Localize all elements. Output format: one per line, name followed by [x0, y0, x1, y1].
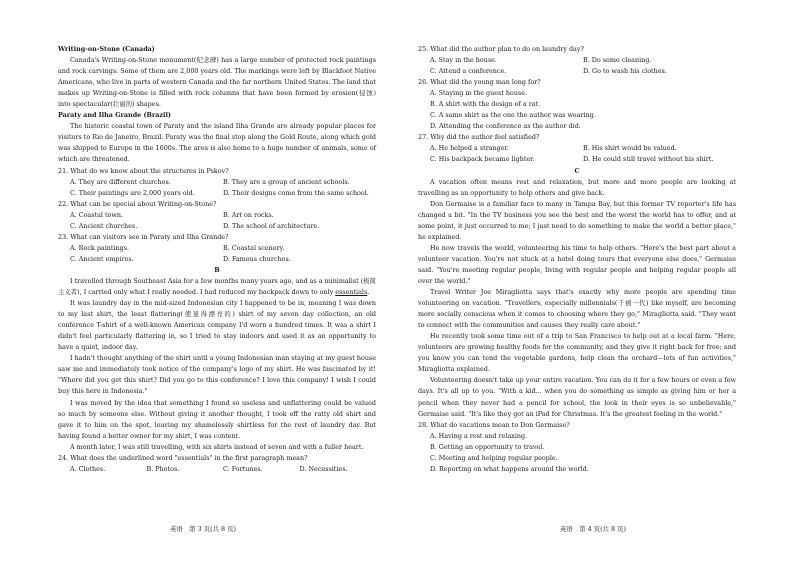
- option: B. Art on rocks.: [223, 210, 274, 219]
- paragraph-text: I travelled through Southeast Asia for a few months many years ago, and as a minimalist (极简主义者), I carried only what I really needed. I had reduced my backpack down to only: [58, 276, 376, 297]
- paragraph: [58, 276, 376, 298]
- paragraph: Volunteering doesn't take up your entire vacation. You can do it for a few hours or even a few days. It's all up to you. "With a kid... when you do something as simple as giving him or her a pencil when they never had a pencil for school, the look in their eyes is so unbelievable," Germaise said. "It's like they got an iPad for Christmas. It's the greatest feeling in the world.": [418, 376, 736, 418]
- section-c-heading: C: [574, 166, 580, 175]
- paragraph: He recently took some time out of a trip to San Francisco to help out at a local farm. "Here, volunteers are growing healthy foods for the community, and they give it right back for free; and you know you can tend the vegetable gardens, help clean the orchard—lots of fun activities," Miragliotta explained.: [418, 332, 736, 374]
- option: A. They are different churches.: [70, 177, 171, 186]
- underlined-word: essentials: [335, 288, 368, 297]
- option: C. A same shirt as the one the author was wearing.: [430, 111, 596, 120]
- option: C. Fortunes.: [223, 464, 263, 473]
- option: A. Having a rest and relaxing.: [430, 431, 528, 440]
- option: D. Attending the conference as the author did.: [430, 122, 581, 131]
- option: A. Rock paintings.: [70, 243, 130, 252]
- paragraph: A month later, I was still travelling, with six shirts instead of seven and with a fuller heart.: [70, 442, 364, 451]
- option: A. Clothes.: [70, 464, 106, 473]
- heading-writing-on-stone: Writing-on-Stone (Canada): [58, 45, 155, 53]
- option: C. Their paintings are 2,000 years old.: [70, 188, 195, 197]
- option: D. Their designs come from the same school.: [223, 188, 369, 197]
- option: B. Photos.: [146, 464, 180, 473]
- option: B. Coastal scenery.: [223, 243, 285, 252]
- option: C. Ancient churches.: [70, 221, 138, 230]
- paragraph: The historic coastal town of Paraty and the island Ilha Grande are already popular places for visitors to Rio de Janeiro, Brazil. Paraty was the final stop along the Gold Route, along which gold was shipped to Europe in the 1600s. The area is also home to a huge number of animals, some of which are threatened.: [58, 122, 376, 164]
- paragraph-text: .: [367, 288, 370, 297]
- paragraph: A vacation often means rest and relaxation, but more and more people are looking at travelling as an opportunity to help others and give back.: [418, 177, 736, 197]
- question-27: 27. Why did the author feel satisfied?: [418, 133, 540, 142]
- option: D. Necessities.: [299, 464, 348, 473]
- option: C. Meeting and helping regular people.: [430, 453, 558, 462]
- question-26: 26. What did the young man long for?: [418, 78, 541, 87]
- option: B. Getting an opportunity to travel.: [430, 442, 545, 451]
- left-column: [58, 44, 376, 475]
- options-21: [58, 177, 376, 199]
- right-column: [418, 44, 736, 475]
- question-28: 28. What do vacations mean to Don Germaise?: [418, 420, 570, 429]
- option: C. Ancient empires.: [70, 254, 134, 263]
- options-23: [58, 243, 376, 265]
- heading-paraty: Paraty and Ilha Grande (Brazil): [58, 111, 171, 120]
- option: C. Attend a conference.: [430, 67, 507, 76]
- option: D. He could still travel without his shirt.: [583, 155, 714, 164]
- option: A. Staying in the guest house.: [430, 89, 528, 98]
- question-21: 21. What do we know about the structures in Pskov?: [58, 166, 229, 175]
- page-footer-left: 英语 第 3 页(共 8 页): [170, 525, 236, 533]
- question-22: 22. What can be special about Writing-on-Stone?: [58, 199, 217, 208]
- options-25: [418, 55, 736, 77]
- option: B. They are a group of ancient schools.: [223, 177, 350, 186]
- option: A. He helped a stranger.: [430, 144, 509, 153]
- option: D. Go to wash his clothes.: [583, 67, 667, 76]
- paragraph: Don Germaise is a familiar face to many in Tampa Bay, but this former TV reporter's life has changed a bit. "In the TV business you see the best and the worst the world has to offer, and at some point, it just occurred to me; I just need to do something to make the world a better place," he explained.: [418, 199, 736, 241]
- question-24: 24. What does the underlined word "essentials" in the first paragraph mean?: [58, 453, 308, 462]
- options-27: [418, 143, 736, 165]
- option: B. A shirt with the design of a rat.: [430, 100, 541, 109]
- options-22: [58, 210, 376, 232]
- paragraph: I hadn't thought anything of the shirt until a young Indonesian man staying at my guest house saw me and immediately took notice of the company's logo of my shirt. He was fascinated by it! "Where did you get this shirt? Did you go to this conference? I love this company! I wish I could buy this here in Indonesia.": [58, 354, 376, 396]
- section-b-heading: B: [214, 265, 220, 274]
- question-23: 23. What can visitors see in Paraty and Ilha Grande?: [58, 232, 229, 241]
- option: A. Stay in the house.: [430, 56, 497, 65]
- option: B. Do some cleaning.: [583, 56, 652, 65]
- option: B. His shirt would be valued.: [583, 144, 677, 153]
- option: A. Coastal town.: [70, 210, 123, 219]
- option: D. The school of architecture.: [223, 221, 320, 230]
- page-footer-right: 英语 第 4 页(共 8 页): [560, 525, 626, 533]
- options-24: [58, 464, 376, 475]
- question-25: 25. What did the author plan to do on laundry day?: [418, 45, 584, 53]
- option: C. His backpack became lighter.: [430, 155, 535, 164]
- paragraph: It was laundry day in the mid-sized Indonesian city I happened to be in, meaning I was down to my last shirt, the least flattering(使显得漂亮的) shirt of my seven day collection, an old conference T-shirt of a well-known American company I'd worn a hundred times. It was a shirt I didn't feel particularly flattering in, so I tried to stay indoors and used it as an opportunity to have a quiet, indoor day.: [58, 299, 376, 352]
- paragraph: I was moved by the idea that something I found so useless and unflattering could be valued so much by someone else. Without giving it another thought, I took off the ratty old shirt and gave it to him on the spot, leaving my shamelessly shirtless for the rest of laundry day. But having found a better owner for my shirt, I was content.: [58, 398, 376, 440]
- paragraph: Canada's Writing-on-Stone monument(纪念碑) has a large number of protected rock paintings and rock carvings. Some of them are 2,000 years old. The markings were left by Blackfoot Native Americans, who live in parts of western Canada and the far northern United States. The land that makes up Writing-on-Stone is filled with rock columns that have been formed by erosion(侵蚀) into spectacular(壮丽的) shapes.: [58, 56, 376, 109]
- option: D. Famous churches.: [223, 254, 291, 263]
- option: D. Reporting on what happens around the world.: [430, 464, 589, 473]
- paragraph: Travel Writer Joe Miragliotta says that's exactly why more people are spending time volunteering on vacation. "Travellers, especially millennials(千禧一代) like myself, are becoming more socially conscious when it comes to choosing where they go," Miragliotta said. "They want to connect with the communities and causes they really care about.": [418, 288, 736, 330]
- paragraph: He now travels the world, volunteering his time to help others. "Here's the best part about a volunteer vacation. You're not stuck at a hotel doing tours that everyone else does," Germaise said. "You're meeting regular people, living with regular people and helping regular people all over the world.": [418, 243, 736, 285]
